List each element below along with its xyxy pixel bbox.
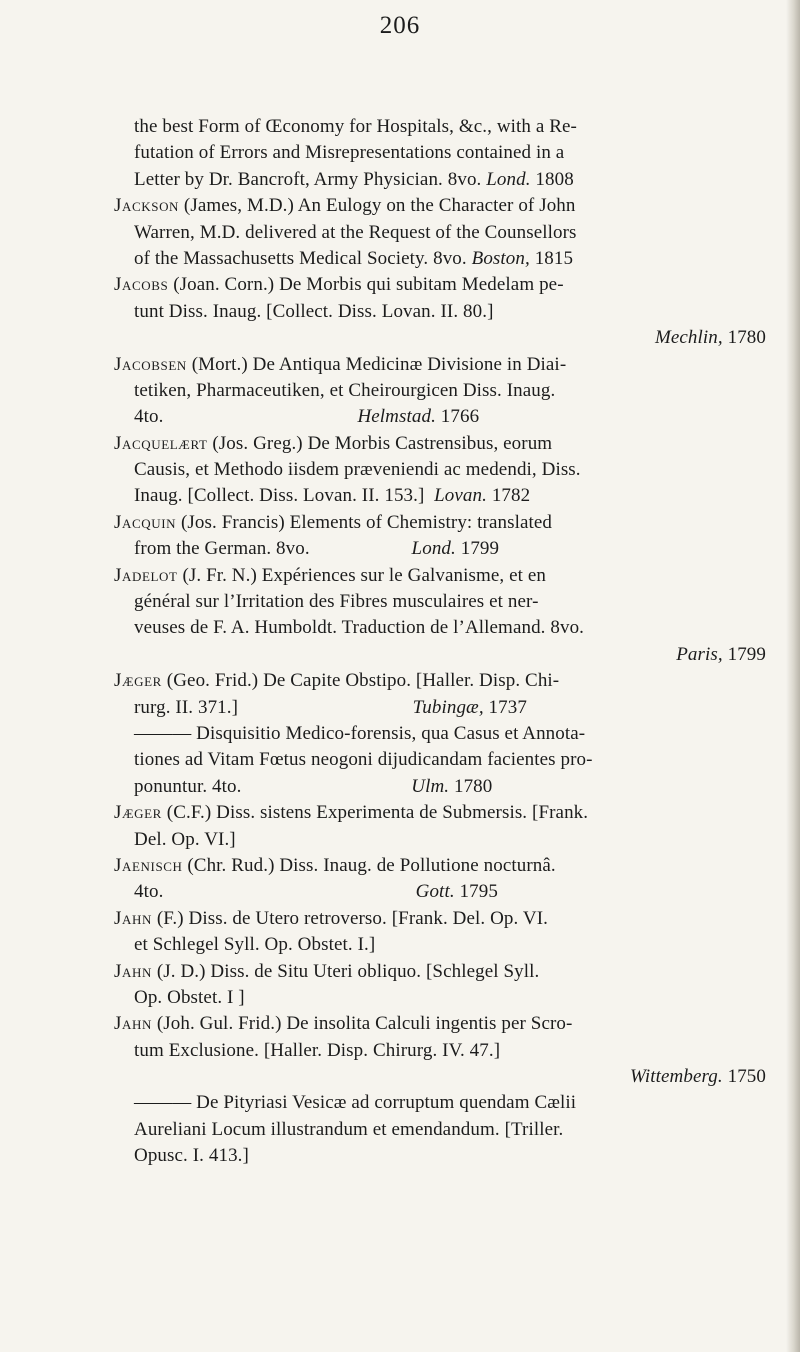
entry-text: Opusc. I. 413.] [134, 1145, 249, 1167]
text-line [114, 431, 796, 457]
publication-year: 1799 [722, 643, 766, 665]
entry-text: tiones ad Vitam Fœtus neogoni dijudicandam facientes pro- [134, 749, 593, 771]
publication-place: Mechlin, [654, 327, 723, 349]
text-line [114, 510, 796, 536]
entry-text: (Jos. Francis) Elements of Chemistry: translated [176, 511, 553, 533]
author-name: Jahn [114, 1013, 152, 1035]
text-line [114, 246, 796, 272]
author-name: Jackson [114, 195, 180, 217]
entry-text: (Mort.) De Antiqua Medicinæ Divisione in Diai- [186, 353, 567, 375]
text-line [114, 879, 796, 905]
text-line [114, 378, 796, 404]
entry-text: of the Massachusetts Medical Society. 8vo. [134, 247, 472, 269]
entry-text: Causis, et Methodo iisdem præveniendi ac medendi, Diss. [134, 459, 581, 481]
publication-place: Paris, [676, 643, 723, 665]
text-line [114, 1143, 796, 1169]
text-line [114, 800, 796, 826]
text-line [114, 193, 796, 219]
author-name: Jadelot [114, 564, 178, 586]
entry-text: ——— De Pityriasi Vesicæ ad corruptum quendam Cælii [134, 1092, 577, 1114]
publication-place: Wittemberg. [630, 1066, 723, 1088]
entry-text: the best Form of Œconomy for Hospitals, &c., with a Re- [134, 116, 577, 137]
entry-text: (Chr. Rud.) Diss. Inaug. de Pollutione nocturnâ. [182, 854, 556, 876]
author-name: Jahn [114, 960, 152, 982]
text-line [114, 299, 796, 325]
text-line [114, 985, 796, 1011]
entry-text: from the German. 8vo. [134, 538, 412, 560]
text-line [114, 615, 796, 641]
entry-text: ponuntur. 4to. [134, 775, 412, 797]
entry-text: (J. Fr. N.) Expériences sur le Galvanisme, et en [177, 564, 547, 586]
text-line [114, 906, 796, 932]
entry-text: (J. D.) Diss. de Situ Uteri obliquo. [Schlegel Syll. [151, 960, 540, 982]
entry-text: et Schlegel Syll. Op. Obstet. I.] [134, 934, 376, 956]
text-line [114, 536, 796, 562]
text-line [114, 959, 796, 985]
publication-place: Lond. [411, 538, 456, 560]
author-name: Jaenisch [114, 854, 183, 876]
text-line [114, 457, 796, 483]
entry-text: (James, M.D.) An Eulogy on the Character of John [179, 195, 576, 217]
author-name: Jacobsen [114, 353, 187, 375]
entry-text: (Jos. Greg.) De Morbis Castrensibus, eorum [207, 432, 553, 454]
publication-year: 1750 [722, 1066, 766, 1088]
text-line [114, 1090, 796, 1116]
publication-place: Lovan. [434, 485, 487, 507]
text-line [114, 668, 796, 694]
text-line [114, 1011, 796, 1037]
entry-text: tetiken, Pharmaceutiken, et Cheirourgicen Diss. Inaug. [134, 379, 556, 401]
author-name: Jahn [114, 907, 152, 929]
publication-year: 1799 [455, 538, 500, 560]
entry-text: Letter by Dr. Bancroft, Army Physician. 8vo. [134, 168, 487, 190]
page-number: 206 [379, 12, 421, 39]
publication-place: Ulm. [411, 775, 450, 797]
entry-text: veuses de F. A. Humboldt. Traduction de l’Allemand. 8vo. [134, 617, 585, 639]
entry-text: Op. Obstet. I ] [134, 986, 245, 1008]
text-line [114, 1038, 796, 1064]
entry-text: (C.F.) Diss. sistens Experimenta de Submersis. [Frank. [161, 802, 589, 824]
publication-year: 1780 [722, 327, 766, 349]
text-line [114, 272, 796, 298]
text-line [114, 404, 796, 430]
text-line [114, 853, 796, 879]
entry-text: ——— Disquisitio Medico-forensis, qua Casus et Annota- [134, 722, 586, 744]
text-line [114, 167, 796, 193]
text-line [114, 774, 796, 800]
author-name: Jacquin [114, 511, 177, 533]
text-line [114, 721, 796, 747]
publication-place: Lond. [486, 168, 531, 190]
publication-year: 1795 [454, 881, 498, 903]
text-line [114, 695, 796, 721]
publication-year: 1782 [486, 485, 531, 507]
publication-year: 1766 [435, 406, 480, 428]
entry-text: Inaug. [Collect. Diss. Lovan. II. 153.] [134, 485, 435, 507]
entry-text: général sur l’Irritation des Fibres musculaires et ner- [134, 591, 539, 613]
entry-text: Warren, M.D. delivered at the Request of the Counsellors [134, 221, 577, 243]
text-line [114, 1064, 796, 1090]
text-line [114, 352, 796, 378]
text-line [114, 563, 796, 589]
entry-text: (Joan. Corn.) De Morbis qui subitam Medelam pe- [168, 274, 564, 296]
author-name: Jæger [114, 802, 162, 824]
text-line [114, 1117, 796, 1143]
author-name: Jacquelært [114, 432, 208, 454]
entry-text: tum Exclusione. [Haller. Disp. Chirurg. IV. 47.] [134, 1039, 501, 1061]
entry-text: rurg. II. 371.] [134, 696, 413, 718]
text-line [114, 140, 796, 166]
entry-text: futation of Errors and Misrepresentations contained in a [134, 142, 565, 164]
publication-place: Helmstad. [357, 406, 436, 428]
publication-place: Gott. [415, 881, 455, 903]
publication-place: Tubingæ, [412, 696, 484, 718]
publication-place: Boston, [471, 247, 530, 269]
text-line [114, 114, 796, 140]
text-line [114, 932, 796, 958]
text-line [114, 642, 796, 668]
entry-text: Del. Op. VI.] [134, 828, 236, 850]
entry-text: (F.) Diss. de Utero retroverso. [Frank. Del. Op. VI. [151, 907, 548, 929]
author-name: Jacobs [114, 274, 169, 296]
text-line [114, 827, 796, 853]
author-name: Jæger [114, 670, 162, 692]
entry-text: (Joh. Gul. Frid.) De insolita Calculi ingentis per Scro- [151, 1013, 573, 1035]
entry-text: 4to. [134, 406, 358, 428]
text-line [114, 325, 796, 351]
publication-year: 1808 [530, 168, 574, 190]
publication-year: 1780 [449, 775, 493, 797]
publication-year: 1737 [483, 696, 527, 718]
entry-text: 4to. [134, 881, 416, 903]
entry-text: Aureliani Locum illustrandum et emendandum. [Triller. [134, 1118, 564, 1140]
text-line [114, 589, 796, 615]
text-line [114, 220, 796, 246]
publication-year: 1815 [529, 247, 574, 269]
text-line [114, 747, 796, 773]
entry-text: tunt Diss. Inaug. [Collect. Diss. Lovan. II. 80.] [134, 300, 494, 322]
entry-text: (Geo. Frid.) De Capite Obstipo. [Haller. Disp. Chi- [161, 670, 560, 692]
text-line [114, 483, 796, 509]
bibliography-text [114, 114, 796, 1170]
